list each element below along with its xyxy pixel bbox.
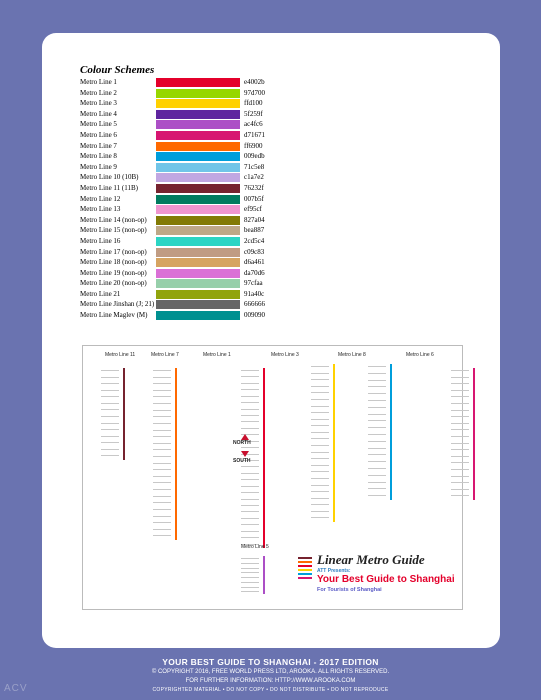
footer-notice: COPYRIGHTED MATERIAL • DO NOT COPY • DO NOT DISTRIBUTE • DO NOT REPRODUCE bbox=[152, 687, 389, 693]
station-marker bbox=[241, 492, 259, 493]
map-line-bar bbox=[263, 556, 265, 594]
station-marker bbox=[101, 449, 119, 450]
guide-logo bbox=[293, 552, 453, 600]
station-marker bbox=[451, 482, 469, 483]
colour-swatch bbox=[156, 131, 240, 140]
station-marker bbox=[153, 522, 171, 523]
colour-swatch bbox=[156, 226, 240, 235]
station-marker bbox=[241, 568, 259, 569]
station-marker bbox=[451, 423, 469, 424]
map-line-title: Metro Line 8 bbox=[338, 352, 366, 358]
station-marker bbox=[311, 452, 329, 453]
station-marker bbox=[241, 383, 259, 384]
station-marker bbox=[153, 436, 171, 437]
colour-row-hex: bea887 bbox=[244, 226, 265, 235]
station-marker bbox=[101, 442, 119, 443]
map-line-bar bbox=[473, 368, 475, 500]
colour-swatch bbox=[156, 152, 240, 161]
colour-row-hex: e4002b bbox=[244, 78, 265, 86]
colour-swatch bbox=[156, 290, 240, 299]
station-marker bbox=[241, 479, 259, 480]
station-marker bbox=[153, 456, 171, 457]
compass-south-label: SOUTH bbox=[233, 458, 251, 464]
station-marker bbox=[311, 498, 329, 499]
station-marker bbox=[311, 511, 329, 512]
colour-schemes-title: Colour Schemes bbox=[80, 64, 155, 76]
station-marker bbox=[153, 410, 171, 411]
station-marker bbox=[311, 419, 329, 420]
footer-info: FOR FURTHER INFORMATION: HTTP://WWW.AROOKA.COM bbox=[185, 678, 356, 684]
station-marker bbox=[451, 429, 469, 430]
station-marker bbox=[153, 469, 171, 470]
station-marker bbox=[368, 414, 386, 415]
colour-row-name: Metro Line 20 (non-op) bbox=[80, 279, 147, 288]
station-marker bbox=[311, 458, 329, 459]
station-marker bbox=[311, 517, 329, 518]
station-marker bbox=[451, 403, 469, 404]
station-marker bbox=[311, 491, 329, 492]
station-marker bbox=[368, 448, 386, 449]
station-marker bbox=[241, 577, 259, 578]
station-marker bbox=[101, 436, 119, 437]
station-marker bbox=[368, 461, 386, 462]
station-marker bbox=[153, 463, 171, 464]
station-marker bbox=[101, 370, 119, 371]
station-marker bbox=[241, 537, 259, 538]
linear-metro-map bbox=[82, 345, 463, 610]
station-marker bbox=[241, 421, 259, 422]
station-marker bbox=[368, 393, 386, 394]
colour-row-hex: c09c83 bbox=[244, 247, 265, 256]
colour-row-hex: ff6900 bbox=[244, 141, 263, 150]
colour-row-name: Metro Line 11 (11B) bbox=[80, 183, 138, 192]
colour-swatch bbox=[156, 184, 240, 193]
station-marker bbox=[368, 434, 386, 435]
colour-swatch bbox=[156, 205, 240, 214]
map-line-title: Metro Line 5 bbox=[241, 544, 269, 550]
colour-row-hex: c1a7e2 bbox=[244, 173, 264, 182]
station-marker bbox=[153, 377, 171, 378]
colour-row-hex: 827a04 bbox=[244, 215, 265, 224]
station-marker bbox=[241, 396, 259, 397]
guide-legend-bar bbox=[298, 569, 312, 571]
station-marker bbox=[153, 502, 171, 503]
colour-swatch bbox=[156, 99, 240, 108]
station-marker bbox=[311, 373, 329, 374]
station-marker bbox=[451, 416, 469, 417]
guide-subtitle: For Tourists of Shanghai bbox=[317, 587, 382, 593]
colour-swatch bbox=[156, 248, 240, 257]
guide-legend bbox=[293, 556, 313, 580]
station-marker bbox=[101, 377, 119, 378]
guide-headline: Your Best Guide to Shanghai bbox=[317, 574, 455, 585]
station-marker bbox=[241, 511, 259, 512]
station-marker bbox=[241, 505, 259, 506]
station-marker bbox=[368, 400, 386, 401]
station-marker bbox=[451, 377, 469, 378]
station-marker bbox=[311, 425, 329, 426]
station-marker bbox=[368, 475, 386, 476]
station-marker bbox=[241, 558, 259, 559]
station-marker bbox=[451, 436, 469, 437]
guide-legend-bar bbox=[298, 561, 312, 563]
colour-row-hex: 009edb bbox=[244, 152, 265, 161]
map-line-bar bbox=[333, 364, 335, 522]
colour-row-hex: 5f259f bbox=[244, 109, 263, 118]
station-marker bbox=[153, 535, 171, 536]
guide-title: Linear Metro Guide bbox=[317, 552, 425, 567]
station-marker bbox=[153, 423, 171, 424]
station-marker bbox=[241, 531, 259, 532]
colour-row-name: Metro Line 17 (non-op) bbox=[80, 247, 147, 256]
station-marker bbox=[101, 403, 119, 404]
colour-row-name: Metro Line 6 bbox=[80, 130, 117, 139]
colour-row-name: Metro Line 14 (non-op) bbox=[80, 215, 147, 224]
station-marker bbox=[153, 430, 171, 431]
station-marker bbox=[153, 496, 171, 497]
colour-row-hex: ac4fc6 bbox=[244, 120, 263, 129]
station-marker bbox=[451, 476, 469, 477]
station-marker bbox=[101, 409, 119, 410]
colour-row-hex: 97d700 bbox=[244, 88, 265, 97]
station-marker bbox=[241, 499, 259, 500]
station-marker bbox=[451, 443, 469, 444]
colour-row-name: Metro Line 19 (non-op) bbox=[80, 268, 147, 277]
station-marker bbox=[241, 486, 259, 487]
colour-swatch bbox=[156, 237, 240, 246]
map-line-title: Metro Line 7 bbox=[151, 352, 179, 358]
colour-row-name: Metro Line 18 (non-op) bbox=[80, 258, 147, 267]
station-marker bbox=[368, 482, 386, 483]
station-marker bbox=[153, 443, 171, 444]
station-marker bbox=[368, 441, 386, 442]
station-marker bbox=[368, 495, 386, 496]
station-marker bbox=[101, 390, 119, 391]
station-marker bbox=[241, 376, 259, 377]
station-marker bbox=[241, 582, 259, 583]
colour-swatch bbox=[156, 78, 240, 87]
colour-row-name: Metro Line Jinshan (J; 21) bbox=[80, 300, 155, 309]
colour-row-name: Metro Line 2 bbox=[80, 88, 117, 97]
station-marker bbox=[451, 410, 469, 411]
colour-row-name: Metro Line Maglev (M) bbox=[80, 311, 148, 320]
colour-row-name: Metro Line 16 bbox=[80, 236, 121, 245]
colour-swatch bbox=[156, 279, 240, 288]
station-marker bbox=[153, 476, 171, 477]
station-marker bbox=[241, 518, 259, 519]
station-marker bbox=[241, 415, 259, 416]
colour-row-name: Metro Line 5 bbox=[80, 120, 117, 129]
colour-row-name: Metro Line 10 (10B) bbox=[80, 173, 139, 182]
station-marker bbox=[451, 383, 469, 384]
station-marker bbox=[153, 482, 171, 483]
station-marker bbox=[451, 489, 469, 490]
station-marker bbox=[153, 416, 171, 417]
station-marker bbox=[241, 587, 259, 588]
station-marker bbox=[368, 420, 386, 421]
colour-row-name: Metro Line 21 bbox=[80, 289, 121, 298]
colour-row-hex: ffd100 bbox=[244, 99, 263, 108]
colour-row-hex: d71671 bbox=[244, 130, 265, 139]
document-page bbox=[42, 33, 500, 648]
station-marker bbox=[311, 386, 329, 387]
station-marker bbox=[311, 399, 329, 400]
guide-presenter: ATT Presents: bbox=[317, 568, 351, 574]
station-marker bbox=[241, 409, 259, 410]
station-marker bbox=[101, 383, 119, 384]
station-marker bbox=[311, 406, 329, 407]
station-marker bbox=[368, 407, 386, 408]
station-marker bbox=[311, 504, 329, 505]
station-marker bbox=[311, 432, 329, 433]
station-marker bbox=[368, 380, 386, 381]
station-marker bbox=[311, 412, 329, 413]
colour-swatch bbox=[156, 110, 240, 119]
colour-swatch bbox=[156, 258, 240, 267]
map-line-bar bbox=[390, 364, 392, 500]
station-marker bbox=[153, 509, 171, 510]
station-marker bbox=[311, 471, 329, 472]
colour-row-name: Metro Line 9 bbox=[80, 162, 117, 171]
station-marker bbox=[368, 427, 386, 428]
station-marker bbox=[368, 468, 386, 469]
colour-swatch bbox=[156, 216, 240, 225]
station-marker bbox=[153, 383, 171, 384]
station-marker bbox=[153, 390, 171, 391]
colour-row-name: Metro Line 15 (non-op) bbox=[80, 226, 147, 235]
colour-swatch bbox=[156, 89, 240, 98]
station-marker bbox=[153, 403, 171, 404]
colour-row-name: Metro Line 4 bbox=[80, 109, 117, 118]
station-marker bbox=[153, 516, 171, 517]
station-marker bbox=[311, 445, 329, 446]
station-marker bbox=[241, 524, 259, 525]
station-marker bbox=[451, 495, 469, 496]
guide-legend-bar bbox=[298, 565, 312, 567]
station-marker bbox=[368, 488, 386, 489]
watermark: ACV bbox=[4, 683, 28, 694]
station-marker bbox=[241, 572, 259, 573]
station-marker bbox=[451, 462, 469, 463]
station-marker bbox=[368, 373, 386, 374]
station-marker bbox=[368, 454, 386, 455]
colour-row-name: Metro Line 3 bbox=[80, 99, 117, 108]
station-marker bbox=[101, 455, 119, 456]
colour-swatch bbox=[156, 142, 240, 151]
station-marker bbox=[241, 389, 259, 390]
colour-swatch bbox=[156, 120, 240, 129]
map-line-bar bbox=[263, 368, 265, 548]
station-marker bbox=[311, 478, 329, 479]
colour-row-hex: 007b5f bbox=[244, 194, 264, 203]
station-marker bbox=[101, 423, 119, 424]
colour-swatch bbox=[156, 163, 240, 172]
station-marker bbox=[368, 386, 386, 387]
station-marker bbox=[451, 449, 469, 450]
station-marker bbox=[241, 402, 259, 403]
map-line-title: Metro Line 11 bbox=[105, 352, 136, 358]
station-marker bbox=[153, 489, 171, 490]
colour-row-hex: d6a461 bbox=[244, 258, 265, 267]
colour-row-hex: da70d6 bbox=[244, 268, 265, 277]
map-line-title: Metro Line 1 bbox=[203, 352, 231, 358]
colour-row-name: Metro Line 1 bbox=[80, 78, 117, 86]
guide-legend-bar bbox=[298, 557, 312, 559]
colour-row-hex: 76232f bbox=[244, 183, 264, 192]
colour-swatch bbox=[156, 195, 240, 204]
station-marker bbox=[153, 449, 171, 450]
colour-row-name: Metro Line 12 bbox=[80, 194, 121, 203]
station-marker bbox=[451, 469, 469, 470]
colour-row-hex: 91a40c bbox=[244, 289, 265, 298]
station-marker bbox=[311, 485, 329, 486]
station-marker bbox=[153, 396, 171, 397]
guide-legend-row bbox=[293, 576, 313, 580]
station-marker bbox=[311, 438, 329, 439]
map-line-title: Metro Line 3 bbox=[271, 352, 299, 358]
station-marker bbox=[241, 563, 259, 564]
station-marker bbox=[368, 366, 386, 367]
station-marker bbox=[153, 529, 171, 530]
colour-swatch bbox=[156, 311, 240, 320]
station-marker bbox=[241, 473, 259, 474]
station-marker bbox=[241, 591, 259, 592]
guide-legend-bar bbox=[298, 577, 312, 579]
colour-swatch bbox=[156, 173, 240, 182]
colour-row-name: Metro Line 8 bbox=[80, 152, 117, 161]
colour-swatch bbox=[156, 269, 240, 278]
footer-copyright: © COPYRIGHT 2016, FREE WORLD PRESS LTD, AROOKA. ALL RIGHTS RESERVED. bbox=[151, 669, 390, 675]
station-marker bbox=[153, 370, 171, 371]
station-marker bbox=[451, 370, 469, 371]
colour-row-hex: 97cfaa bbox=[244, 279, 263, 288]
colour-row-hex: 71c5e8 bbox=[244, 162, 265, 171]
map-line-title: Metro Line 6 bbox=[406, 352, 434, 358]
station-marker bbox=[311, 366, 329, 367]
south-arrow-icon bbox=[241, 451, 249, 457]
map-line-bar bbox=[175, 368, 177, 540]
station-marker bbox=[451, 456, 469, 457]
guide-legend-bar bbox=[298, 573, 312, 575]
map-line-bar bbox=[123, 368, 125, 460]
station-marker bbox=[311, 465, 329, 466]
station-marker bbox=[451, 390, 469, 391]
station-marker bbox=[451, 396, 469, 397]
colour-row-hex: 2cd5c4 bbox=[244, 236, 265, 245]
station-marker bbox=[101, 396, 119, 397]
compass-north-label: NORTH bbox=[233, 440, 251, 446]
station-marker bbox=[101, 429, 119, 430]
station-marker bbox=[101, 416, 119, 417]
station-marker bbox=[241, 370, 259, 371]
station-marker bbox=[241, 428, 259, 429]
colour-row-name: Metro Line 7 bbox=[80, 141, 117, 150]
compass bbox=[233, 434, 257, 468]
colour-row-hex: ef95cf bbox=[244, 205, 262, 214]
footer-edition: YOUR BEST GUIDE TO SHANGHAI - 2017 EDITION bbox=[162, 657, 379, 667]
colour-row-hex: 666666 bbox=[244, 300, 265, 309]
station-marker bbox=[311, 392, 329, 393]
colour-row-name: Metro Line 13 bbox=[80, 205, 121, 214]
colour-swatch bbox=[156, 300, 240, 309]
colour-row-hex: 009090 bbox=[244, 311, 265, 320]
station-marker bbox=[311, 379, 329, 380]
